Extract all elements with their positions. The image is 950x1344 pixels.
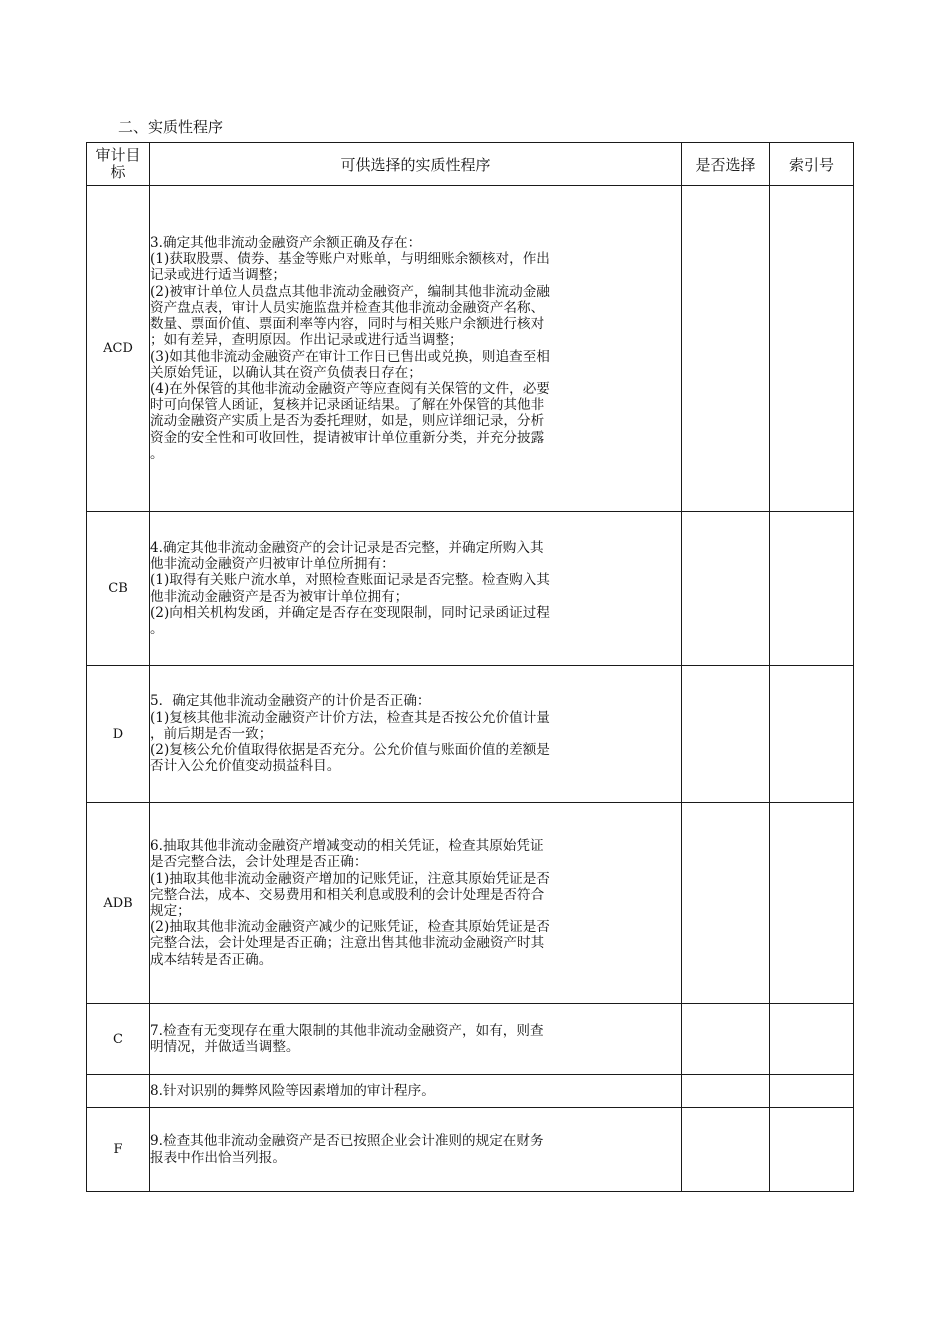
procedure-line: 5．确定其他非流动金融资产的计价是否正确： [150, 693, 431, 710]
procedure-line: 关原始凭证，以确认其在资产负债表日存在； [150, 364, 422, 381]
index-cell[interactable] [770, 512, 854, 666]
procedure-line: ；如有差异，查明原因。作出记录或进行适当调整； [150, 332, 463, 349]
audit-target-cell: ACD [87, 186, 150, 512]
table-row [87, 186, 854, 512]
table-row [87, 1075, 854, 1108]
procedure-cell [150, 803, 682, 1004]
header-selected: 是否选择 [682, 143, 770, 186]
procedure-line: 。 [150, 620, 164, 637]
index-cell[interactable] [770, 186, 854, 512]
procedure-cell [150, 512, 682, 666]
header-index: 索引号 [770, 143, 854, 186]
procedure-line: 。 [150, 445, 164, 462]
procedure-line: 是否完整合法，会计处理是否正确： [150, 854, 368, 871]
selected-cell[interactable] [682, 803, 770, 1004]
audit-target-cell: CB [87, 512, 150, 666]
audit-target-cell: D [87, 666, 150, 803]
procedure-line: 规定； [150, 903, 191, 919]
procedure-cell [150, 666, 682, 803]
procedure-line: (4)在外保管的其他非流动金融资产等应查阅有关保管的文件，必要 [150, 380, 550, 397]
procedure-line: (3)如其他非流动金融资产在审计工作日已售出或兑换，则追查至相 [150, 348, 550, 365]
audit-target-cell: C [87, 1004, 150, 1075]
header-audit-target-line1: 审计目 [95, 146, 141, 164]
procedure-line: 他非流动金融资产是否为被审计单位拥有； [150, 588, 409, 605]
procedure-line: 完整合法，会计处理是否正确；注意出售其他非流动金融资产时其 [150, 935, 545, 952]
procedure-line: 8.针对识别的舞弊风险等因素增加的审计程序。 [150, 1082, 435, 1099]
procedure-line: 明情况，并做适当调整。 [150, 1039, 300, 1055]
audit-target-cell: ADB [87, 803, 150, 1004]
table-row [87, 512, 854, 666]
procedure-line: (1)取得有关账户流水单，对照检查账面记录是否完整。检查购入其 [150, 572, 550, 589]
index-cell[interactable] [770, 1004, 854, 1075]
index-cell[interactable] [770, 1108, 854, 1192]
selected-cell[interactable] [682, 186, 770, 512]
procedure-cell [150, 1075, 682, 1108]
procedure-line: (1)复核其他非流动金融资产计价方法，检查其是否按公允价值计量 [150, 709, 550, 726]
audit-target-cell: F [87, 1108, 150, 1192]
index-cell[interactable] [770, 1075, 854, 1108]
procedure-cell [150, 186, 682, 512]
procedure-line: ，前后期是否一致； [150, 725, 273, 742]
procedure-line: 流动金融资产实质上是否为委托理财，如是，则应详细记录，分析 [150, 413, 545, 430]
procedure-line: (2)向相关机构发函，并确定是否存在变现限制，同时记录函证过程 [150, 604, 550, 621]
procedure-line: (2)抽取其他非流动金融资产减少的记账凭证，检查其原始凭证是否 [150, 919, 550, 936]
procedure-line: 他非流动金融资产归被审计单位所拥有： [150, 556, 395, 573]
header-audit-target-line2: 标 [110, 163, 126, 181]
table-body [87, 186, 854, 1192]
procedure-line: (1)获取股票、债券、基金等账户对账单，与明细账余额核对，作出 [150, 251, 550, 268]
procedure-line: (1)抽取其他非流动金融资产增加的记账凭证，注意其原始凭证是否 [150, 870, 550, 887]
procedure-line: 成本结转是否正确。 [150, 951, 273, 968]
selected-cell[interactable] [682, 1004, 770, 1075]
procedure-line: (2)复核公允价值取得依据是否充分。公允价值与账面价值的差额是 [150, 742, 550, 759]
procedure-line: 否计入公允价值变动损益科目。 [150, 758, 341, 775]
procedure-line: 7.检查有无变现存在重大限制的其他非流动金融资产，如有，则查 [150, 1022, 544, 1039]
header-audit-target [87, 143, 150, 186]
procedure-line: (2)被审计单位人员盘点其他非流动金融资产，编制其他非流动金融 [150, 283, 550, 300]
procedure-line: 资金的安全性和可收回性，提请被审计单位重新分类，并充分披露 [150, 429, 545, 446]
table-header-row [87, 143, 854, 186]
audit-target-cell [87, 1075, 150, 1108]
procedure-cell [150, 1004, 682, 1075]
table-row [87, 666, 854, 803]
procedure-line: 资产盘点表，审计人员实施监盘并检查其他非流动金融资产名称、 [150, 299, 545, 316]
procedure-cell [150, 1108, 682, 1192]
header-procedure: 可供选择的实质性程序 [150, 143, 682, 186]
selected-cell[interactable] [682, 666, 770, 803]
procedure-line: 9.检查其他非流动金融资产是否已按照企业会计准则的规定在财务 [150, 1133, 544, 1150]
selected-cell[interactable] [682, 1108, 770, 1192]
procedure-line: 时可向保管人函证，复核并记录函证结果。了解在外保管的其他非 [150, 397, 545, 414]
procedure-line: 报表中作出恰当列报。 [150, 1149, 286, 1166]
index-cell[interactable] [770, 803, 854, 1004]
procedure-line: 4.确定其他非流动金融资产的会计记录是否完整，并确定所购入其 [150, 539, 544, 556]
table-row [87, 803, 854, 1004]
procedure-line: 6.抽取其他非流动金融资产增减变动的相关凭证，检查其原始凭证 [150, 838, 544, 855]
index-cell[interactable] [770, 666, 854, 803]
procedure-line: 完整合法，成本、交易费用和相关利息或股利的会计处理是否符合 [150, 886, 545, 903]
selected-cell[interactable] [682, 1075, 770, 1108]
procedure-line: 数量、票面价值、票面利率等内容，同时与相关账户余额进行核对 [150, 316, 545, 333]
table-row [87, 1004, 854, 1075]
substantive-procedures-table [86, 142, 854, 1192]
procedure-line: 记录或进行适当调整； [150, 267, 286, 284]
selected-cell[interactable] [682, 512, 770, 666]
section-title: 二、实质性程序 [118, 118, 224, 136]
table-row [87, 1108, 854, 1192]
procedure-line: 3.确定其他非流动金融资产余额正确及存在： [150, 235, 422, 252]
